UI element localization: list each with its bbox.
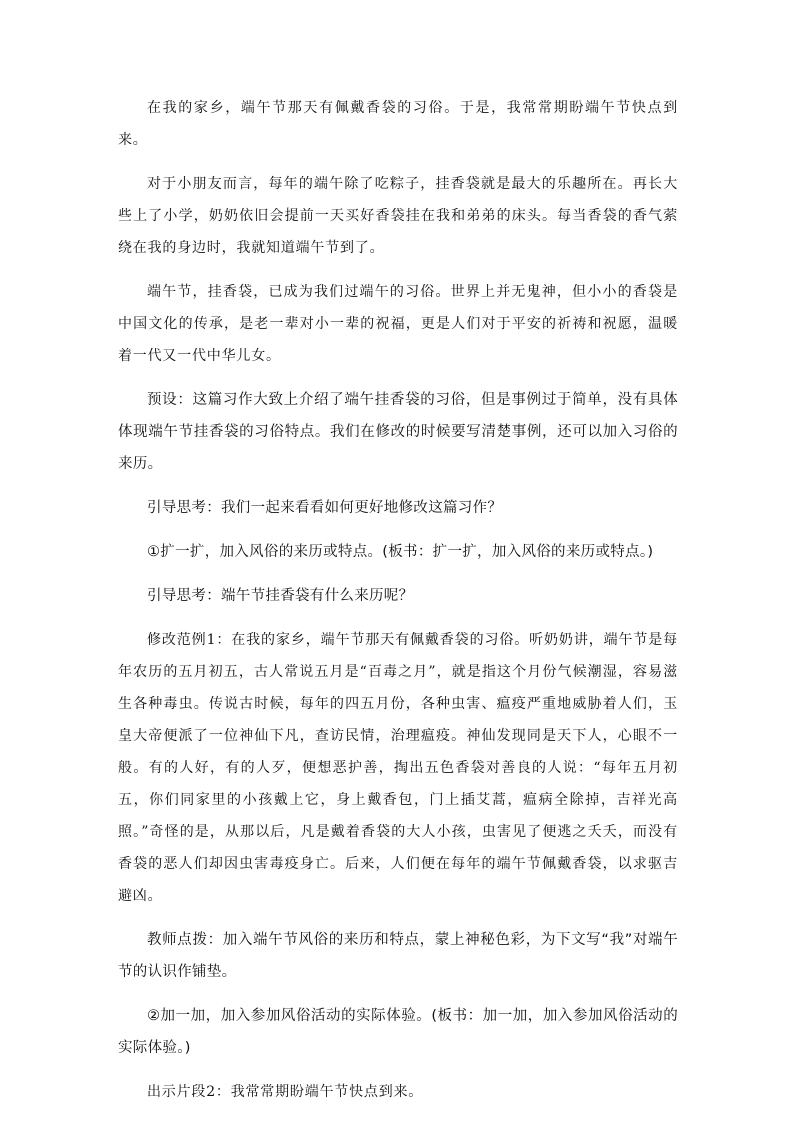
essay-paragraph-1: 在我的家乡，端午节那天有佩戴香袋的习俗。于是，我常常期盼端午节快点到来。 [118,100,678,148]
excerpt-2: 出示片段2：我常常期盼端午节快点到来。 [147,1084,424,1100]
essay-paragraph-3: 端午节，挂香袋，已成为我们过端午的习俗。世界上并无鬼神，但小小的香袋是中国文化的传承，是老一辈对小一辈的祝福，更是人们对于平安的祈祷和祝愿，温暖着一代又一代中华儿女。 [118,284,678,364]
guide-question-1: 引导思考：我们一起来看看如何更好地修改这篇习作？ [147,500,503,516]
essay-paragraph-2: 对于小朋友而言，每年的端午除了吃粽子，挂香袋就是最大的乐趣所在。再长大些上了小学，奶奶依旧会提前一天买好香袋挂在我和弟弟的床头。每当香袋的香气萦绕在我的身边时，我就知道端午节到了。 [118,176,678,256]
method-add: ②加一加，加入参加风俗活动的实际体验。(板书：加一加，加入参加风俗活动的实际体验。) [118,1008,678,1056]
preset-paragraph: 预设：这篇习作大致上介绍了端午挂香袋的习俗，但是事例过于简单，没有具体体现端午节挂香袋的习俗特点。我们在修改的时候要写清楚事例，还可以加入习俗的来历。 [118,392,678,472]
method-expand: ①扩一扩，加入风俗的来历或特点。(板书：扩一扩，加入风俗的来历或特点。) [147,544,654,560]
document-page [118,92,678,1120]
guide-question-2: 引导思考：端午节挂香袋有什么来历呢？ [147,588,414,604]
teacher-comment: 教师点拨：加入端午节风俗的来历和特点，蒙上神秘色彩，为下文写“我”对端午节的认识作铺垫。 [118,932,678,980]
revision-example-1: 修改范例1：在我的家乡，端午节那天有佩戴香袋的习俗。听奶奶讲，端午节是每年农历的五月初五，古人常说五月是“百毒之月”，就是指这个月份气候潮湿，容易滋生各种毒虫。传说古时候，每年的四五月份，各种虫害、瘟疫严重地威胁着人们，玉皇大帝便派了一位神仙下凡，查访民情，治理瘟疫。神仙发现同是天下人，心眼不一般。有的人好，有的人歹，便想恶护善，掏出五色香袋对善良的人说：“每年五月初五，你们同家里的小孩戴上它，身上戴香包，门上插艾蒿，瘟病全除掉，吉祥光高照。”奇怪的是，从那以后，凡是戴着香袋的大人小孩，虫害见了便逃之夭夭，而没有香袋的恶人们却因虫害毒疫身亡。后来，人们便在每年的端午节佩戴香袋，以求驱吉避凶。 [118,632,678,904]
